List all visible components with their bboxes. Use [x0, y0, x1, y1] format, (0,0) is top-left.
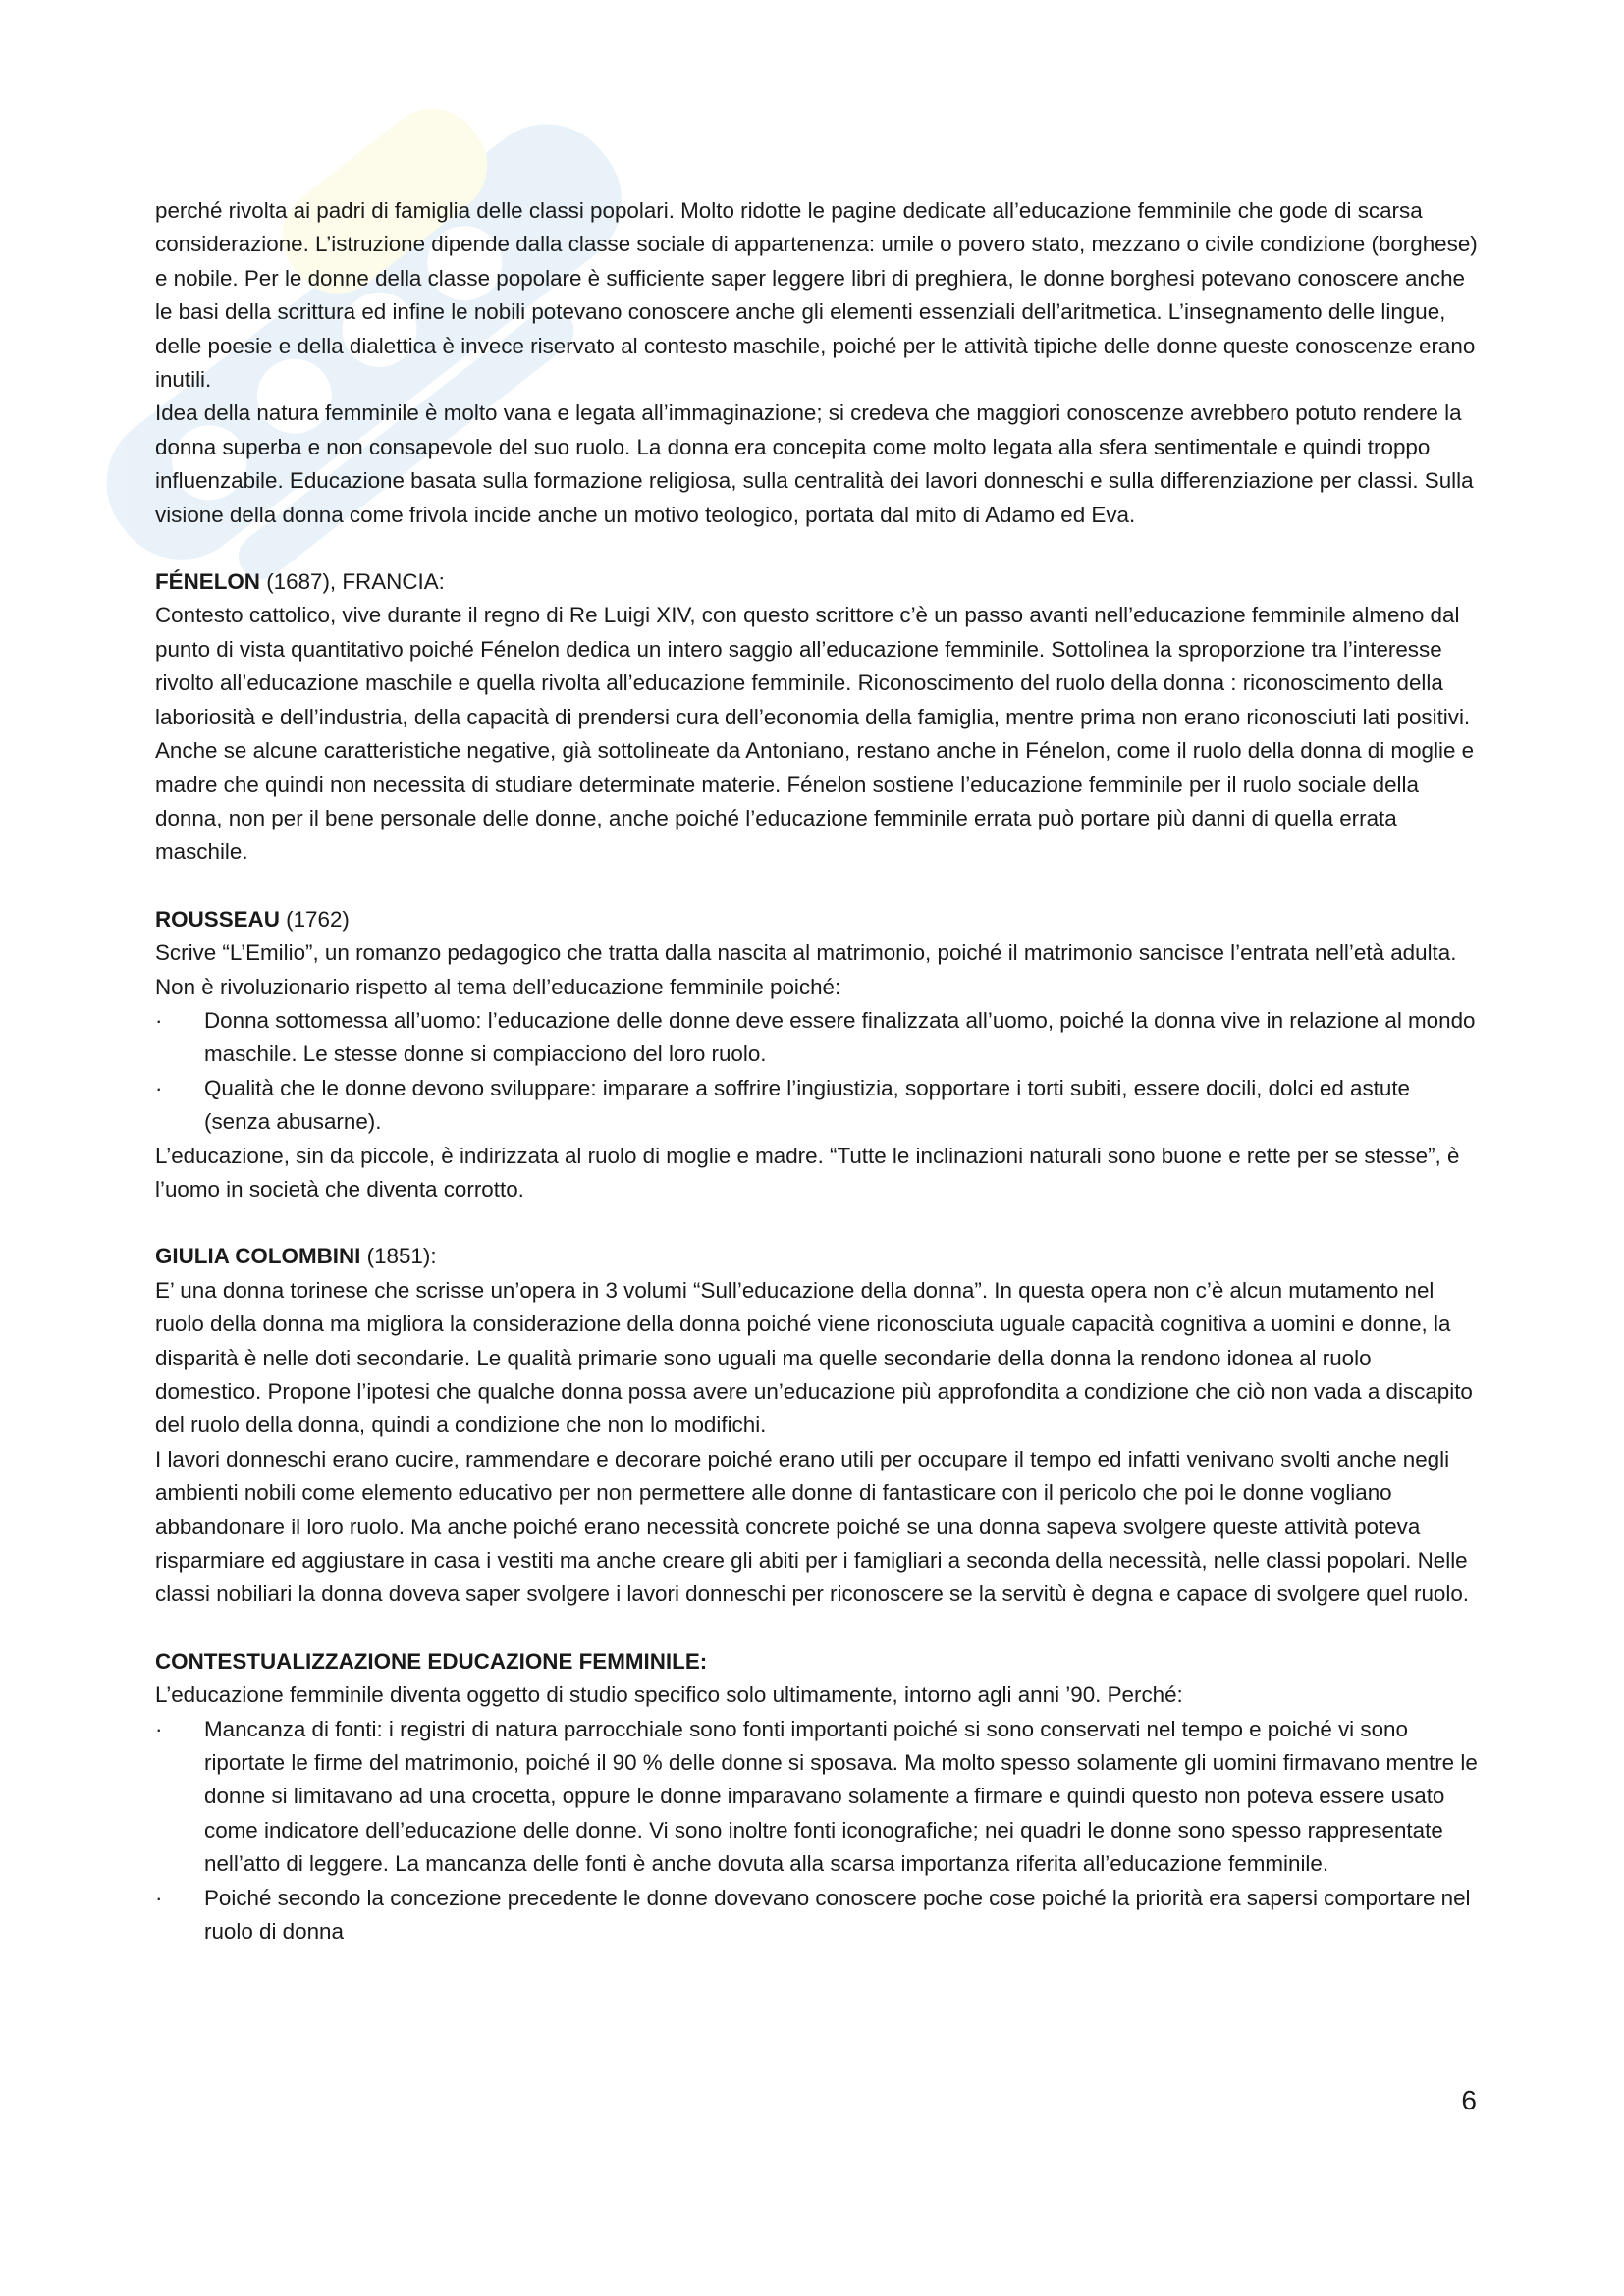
list-item [155, 1004, 1481, 1072]
list-item [155, 1072, 1481, 1140]
contesto-bullet-list [155, 1713, 1481, 1949]
contesto-section [155, 1645, 1481, 1949]
rousseau-name: ROUSSEAU [155, 906, 280, 932]
list-item [155, 1713, 1481, 1882]
bullet-icon: · [155, 1007, 163, 1033]
rousseau-intro: Scrive “L’Emilio”, un romanzo pedagogico che tratta dalla nascita al matrimonio, poiché il matrimonio sancisce l’entrata nell’età adulta. Non è rivoluzionario rispetto al tema dell’educazione femminile poiché: [155, 940, 1457, 999]
fenelon-meta: (1687), FRANCIA: [259, 569, 445, 595]
contesto-heading [155, 1645, 1481, 1679]
intro-section [155, 194, 1481, 532]
contesto-heading-text: CONTESTUALIZZAZIONE EDUCAZIONE FEMMINILE: [155, 1648, 708, 1674]
rousseau-meta: (1762) [279, 906, 350, 932]
fenelon-paragraph: Contesto cattolico, vive durante il regno di Re Luigi XIV, con questo scrittore c’è un passo avanti nell’educazione femminile almeno dal punto di vista quantitativo poiché Fénelon dedica un intero saggio all’educazione femminile. Sottolinea la sproporzione tra l’interesse rivolto all’educazione maschile e quella rivolta all’educazione femminile. Riconoscimento del ruolo della donna : riconoscimento della laboriosità e dell’industria, della capacità di prendersi cura dell’economia della famiglia, mentre prima non erano riconosciuti lati positivi. Anche se alcune caratteristiche negative, già sottolineate da Antoniano, restano anche in Fénelon, come il ruolo della donna di moglie e madre che quindi non necessita di studiare determinate materie. Fénelon sostiene l’educazione femminile per il ruolo sociale della donna, non per il bene personale delle donne, anche poiché l’educazione femminile errata può portare più danni di quella errata maschile. [155, 603, 1475, 865]
colombini-name: GIULIA COLOMBINI [155, 1244, 361, 1269]
list-item-text: Poiché secondo la concezione precedente le donne dovevano conoscere poche cose poiché la priorità era sapersi comportare nel ruolo di donna [204, 1885, 1471, 1945]
colombini-paragraph-2: I lavori donneschi erano cucire, rammendare e decorare poiché erano utili per occupare il tempo ed infatti venivano svolti anche negli ambienti nobili come elemento educativo per non permettere alle donne di fantasticare con il pericolo che poi le donne vogliano abbandonare il loro ruolo. Ma anche poiché erano necessità concrete poiché se una donna sapeva svolgere queste attività poteva risparmiare ed aggiustare in casa i vestiti ma anche creare gli abiti per i famigliari a seconda della necessità, nelle classi popolari. Nelle classi nobiliari la donna doveva saper svolgere i lavori donneschi per riconoscere se la servitù è degna e capace di svolgere quel ruolo. [155, 1446, 1469, 1607]
list-item [155, 1882, 1481, 1949]
colombini-paragraph-1: E’ una donna torinese che scrisse un’opera in 3 volumi “Sull’educazione della donna”. In questa opera non c’è alcun mutamento nel ruolo della donna ma migliora la considerazione della donna poiché viene riconosciuta uguale capacità cognitiva a uomini e donne, la disparità è nelle doti secondarie. Le qualità primarie sono uguali ma quelle secondarie della donna la rendono idonea al ruolo domestico. Propone l’ipotesi che qualche donna possa avere un’educazione più approfondita a condizione che ciò non vada a discapito del ruolo della donna, quindi a condizione che non lo modifichi. [155, 1277, 1473, 1438]
fenelon-name: FÉNELON [155, 569, 260, 595]
list-item-text: Qualità che le donne devono sviluppare: imparare a soffrire l’ingiustizia, sopportare i torti subiti, essere docili, dolci ed astute (senza abusarne). [204, 1075, 1410, 1135]
fenelon-heading [155, 565, 1481, 599]
rousseau-outro: L’educazione, sin da piccole, è indirizzata al ruolo di moglie e madre. “Tutte le inclinazioni naturali sono buone e rette per se stesse”, è l’uomo in società che diventa corrotto. [155, 1143, 1460, 1201]
intro-paragraph-1: perché rivolta ai padri di famiglia delle classi popolari. Molto ridotte le pagine dedicate all’educazione femminile che gode di scarsa considerazione. L’istruzione dipende dalla classe sociale di appartenenza: umile o povero stato, mezzano o civile condizione (borghese) e nobile. Per le donne della classe popolare è sufficiente saper leggere libri di preghiera, le donne borghesi potevano conoscere anche le basi della scrittura ed infine le nobili potevano conoscere anche gli elementi essenziali dell’aritmetica. L’insegnamento delle lingue, delle poesie e della dialettica è invece riservato al contesto maschile, poiché per le attività tipiche delle donne queste conoscenze erano inutili. [155, 198, 1478, 393]
bullet-icon: · [155, 1075, 163, 1100]
document-body [155, 194, 1481, 1949]
list-item-text: Mancanza di fonti: i registri di natura parrocchiale sono fonti importanti poiché si sono conservati nel tempo e poiché vi sono riportate le firme del matrimonio, poiché il 90 % delle donne si sposava. Ma molto spesso solamente gli uomini firmavano mentre le donne si limitavano ad una crocetta, oppure le donne imparavano solamente a firmare e quindi questo non poteva essere usato come indicatore dell’educazione delle donne. Vi sono inoltre fonti iconografiche; nei quadri le donne sono spesso rappresentate nell’atto di leggere. La mancanza delle fonti è anche dovuta alla scarsa importanza riferita all’educazione femminile. [204, 1716, 1478, 1877]
colombini-section [155, 1240, 1481, 1611]
colombini-meta: (1851): [360, 1244, 437, 1269]
page-number: 6 [1461, 2085, 1477, 2115]
bullet-icon: · [155, 1885, 163, 1910]
intro-paragraph-2: Idea della natura femminile è molto vana e legata all’immaginazione; si credeva che maggiori conoscenze avrebbero potuto rendere la donna superba e non consapevole del suo ruolo. La donna era concepita come molto legata alla sfera sentimentale e quindi troppo influenzabile. Educazione basata sulla formazione religiosa, sulla centralità dei lavori donneschi e sulla differenziazione per classi. Sulla visione della donna come frivola incide anche un motivo teologico, portata dal mito di Adamo ed Eva. [155, 400, 1474, 527]
fenelon-section [155, 565, 1481, 870]
bullet-icon: · [155, 1716, 163, 1741]
rousseau-section [155, 903, 1481, 1207]
contesto-intro: L’educazione femminile diventa oggetto di studio specifico solo ultimamente, intorno agli anni ’90. Perché: [155, 1682, 1183, 1708]
rousseau-heading [155, 903, 1481, 936]
list-item-text: Donna sottomessa all’uomo: l’educazione delle donne deve essere finalizzata all’uomo, poiché la donna vive in relazione al mondo maschile. Le stesse donne si compiacciono del loro ruolo. [204, 1007, 1476, 1067]
colombini-heading [155, 1240, 1481, 1273]
rousseau-bullet-list [155, 1004, 1481, 1140]
